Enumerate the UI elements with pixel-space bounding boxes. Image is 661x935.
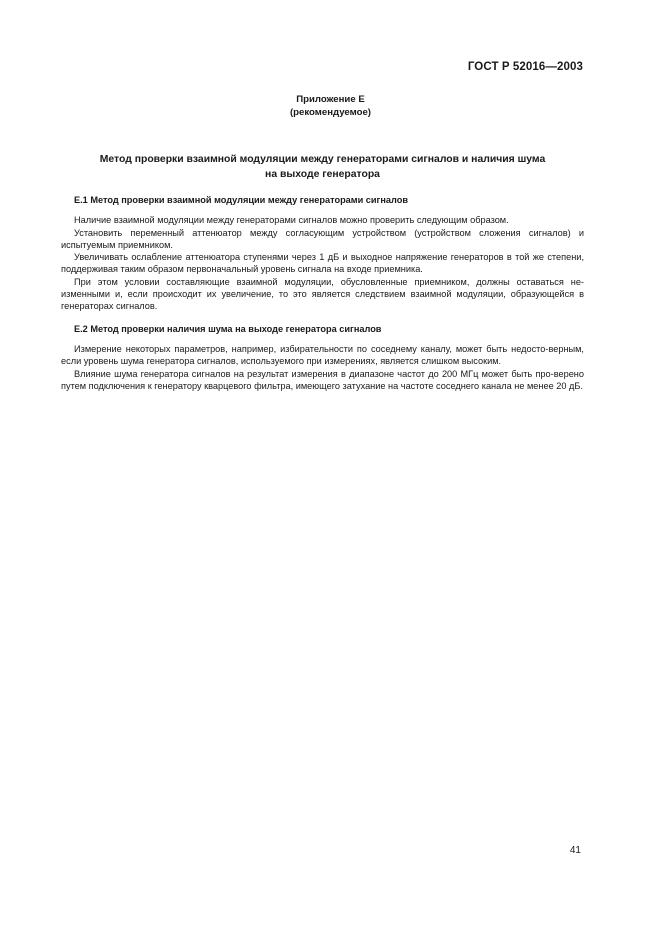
- paragraph: Влияние шума генератора сигналов на результат измерения в диапазоне частот до 200 МГц может быть про-верено путем подключения к генератору кварцевого фильтра, имеющего затухание на частоте соседнего канала не менее 20 дБ.: [61, 368, 584, 391]
- appendix-status: (рекомендуемое): [289, 107, 371, 118]
- paragraph: Установить переменный аттенюатор между согласующим устройством (устройством сложения сигналов) и испытуемым приемником.: [61, 227, 584, 250]
- section-heading-e1: Е.1 Метод проверки взаимной модуляции между генераторами сигналов: [74, 195, 409, 205]
- main-title-line-2: на выходе генератора: [265, 168, 380, 180]
- main-title: [60, 153, 585, 182]
- paragraph: Наличие взаимной модуляции между генераторами сигналов можно проверить следующим образом.: [74, 215, 509, 226]
- paragraph: Измерение некоторых параметров, например, избирательности по соседнему каналу, может быть недосто-верным, если уровень шума генератора сигналов, используемого при измерениях, является слишком высоким.: [61, 343, 584, 367]
- document-code: ГОСТ Р 52016—2003: [467, 61, 583, 73]
- paragraph: Увеличивать ослабление аттенюатора ступенями через 1 дБ и выходное напряжение генераторов в той же степени, поддерживая таким образом первоначальный уровень сигнала на входе приемника.: [61, 252, 584, 275]
- appendix-title: Приложение Е: [296, 94, 365, 105]
- document-body: [61, 194, 584, 392]
- appendix-heading: [0, 93, 661, 119]
- page-number: 41: [569, 845, 581, 856]
- main-title-line-1: Метод проверки взаимной модуляции между генераторами сигналов и наличия шума: [99, 154, 546, 165]
- section-heading-e2: Е.2 Метод проверки наличия шума на выходе генератора сигналов: [74, 323, 382, 334]
- paragraph: При этом условии составляющие взаимной модуляции, обусловленные приемником, должны оставаться не-изменными и, если происходит их увеличение, то это является следствием взаимной модуляции, образующейся в генераторах сигналов.: [61, 276, 584, 312]
